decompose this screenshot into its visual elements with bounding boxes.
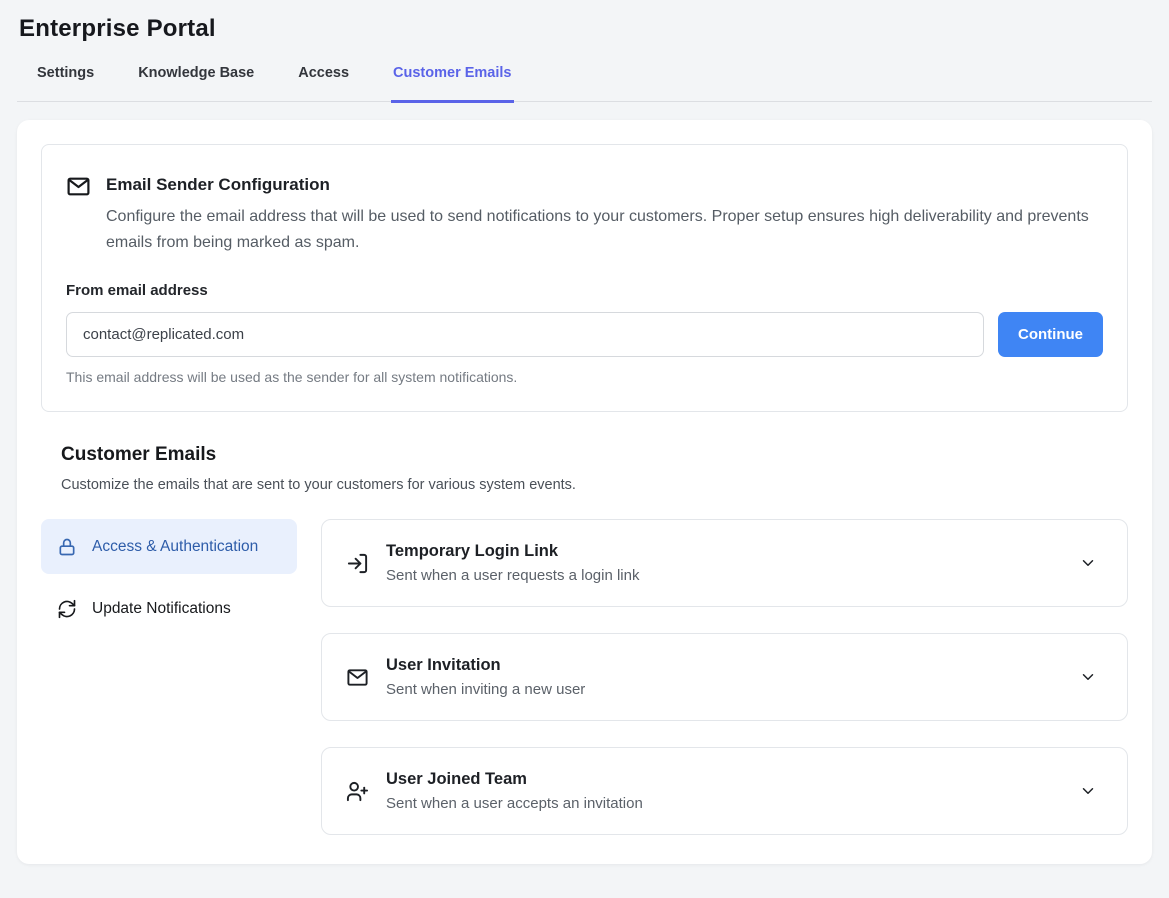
sender-card-description: Configure the email address that will be used to send notifications to your customers. Proper setup ensures high deliverability and prevents emails from being marked as spam. — [106, 208, 1089, 251]
mail-icon — [346, 666, 369, 689]
customer-emails-body — [41, 519, 1128, 835]
sidebar-item-label: Access & Authentication — [92, 538, 259, 556]
tab-knowledge-base[interactable]: Knowledge Base — [138, 65, 255, 81]
customer-emails-subtitle: Customize the emails that are sent to your customers for various system events. — [61, 477, 576, 494]
template-subtitle: Sent when a user requests a login link — [386, 567, 640, 585]
sidebar-item-update-notifications[interactable] — [41, 581, 297, 636]
from-email-input[interactable] — [66, 312, 984, 357]
from-email-label: From email address — [66, 282, 208, 300]
main-panel — [17, 120, 1152, 864]
app-header — [0, 0, 1169, 43]
sidebar-item-access-authentication[interactable] — [41, 519, 297, 574]
refresh-icon — [57, 599, 77, 619]
template-subtitle: Sent when inviting a new user — [386, 681, 586, 699]
mail-icon — [66, 173, 91, 255]
template-title: User Invitation — [386, 656, 501, 675]
continue-button[interactable]: Continue — [998, 312, 1103, 357]
sender-card-title: Email Sender Configuration — [106, 175, 330, 194]
sidebar-item-label: Update Notifications — [92, 600, 231, 618]
tab-access[interactable]: Access — [298, 65, 350, 81]
template-text — [386, 542, 1062, 584]
chevron-down-icon[interactable] — [1079, 554, 1103, 572]
user-plus-icon — [346, 780, 369, 803]
from-email-input-row — [66, 312, 1103, 357]
tab-customer-emails[interactable]: Customer Emails — [391, 59, 513, 103]
email-template-list — [321, 519, 1128, 835]
template-title: Temporary Login Link — [386, 542, 559, 561]
sender-card-header-text — [106, 173, 1091, 255]
chevron-down-icon[interactable] — [1079, 668, 1103, 686]
template-title: User Joined Team — [386, 770, 527, 789]
from-email-helper-text: This email address will be used as the sender for all system notifications. — [66, 369, 518, 386]
email-template-temporary-login-link[interactable] — [321, 519, 1128, 607]
email-sender-configuration-card — [41, 144, 1128, 412]
page-title: Enterprise Portal — [19, 15, 216, 42]
sender-card-header — [66, 173, 1103, 255]
login-icon — [346, 552, 369, 575]
template-subtitle: Sent when a user accepts an invitation — [386, 795, 643, 813]
lock-icon — [57, 535, 77, 557]
email-template-user-invitation[interactable] — [321, 633, 1128, 721]
template-text — [386, 656, 1062, 698]
customer-emails-heading: Customer Emails — [61, 444, 217, 466]
email-template-user-joined-team[interactable] — [321, 747, 1128, 835]
tabs-bar — [17, 59, 1152, 102]
template-text — [386, 770, 1062, 812]
email-category-nav — [41, 519, 297, 637]
chevron-down-icon[interactable] — [1079, 782, 1103, 800]
tab-settings[interactable]: Settings — [37, 65, 95, 81]
